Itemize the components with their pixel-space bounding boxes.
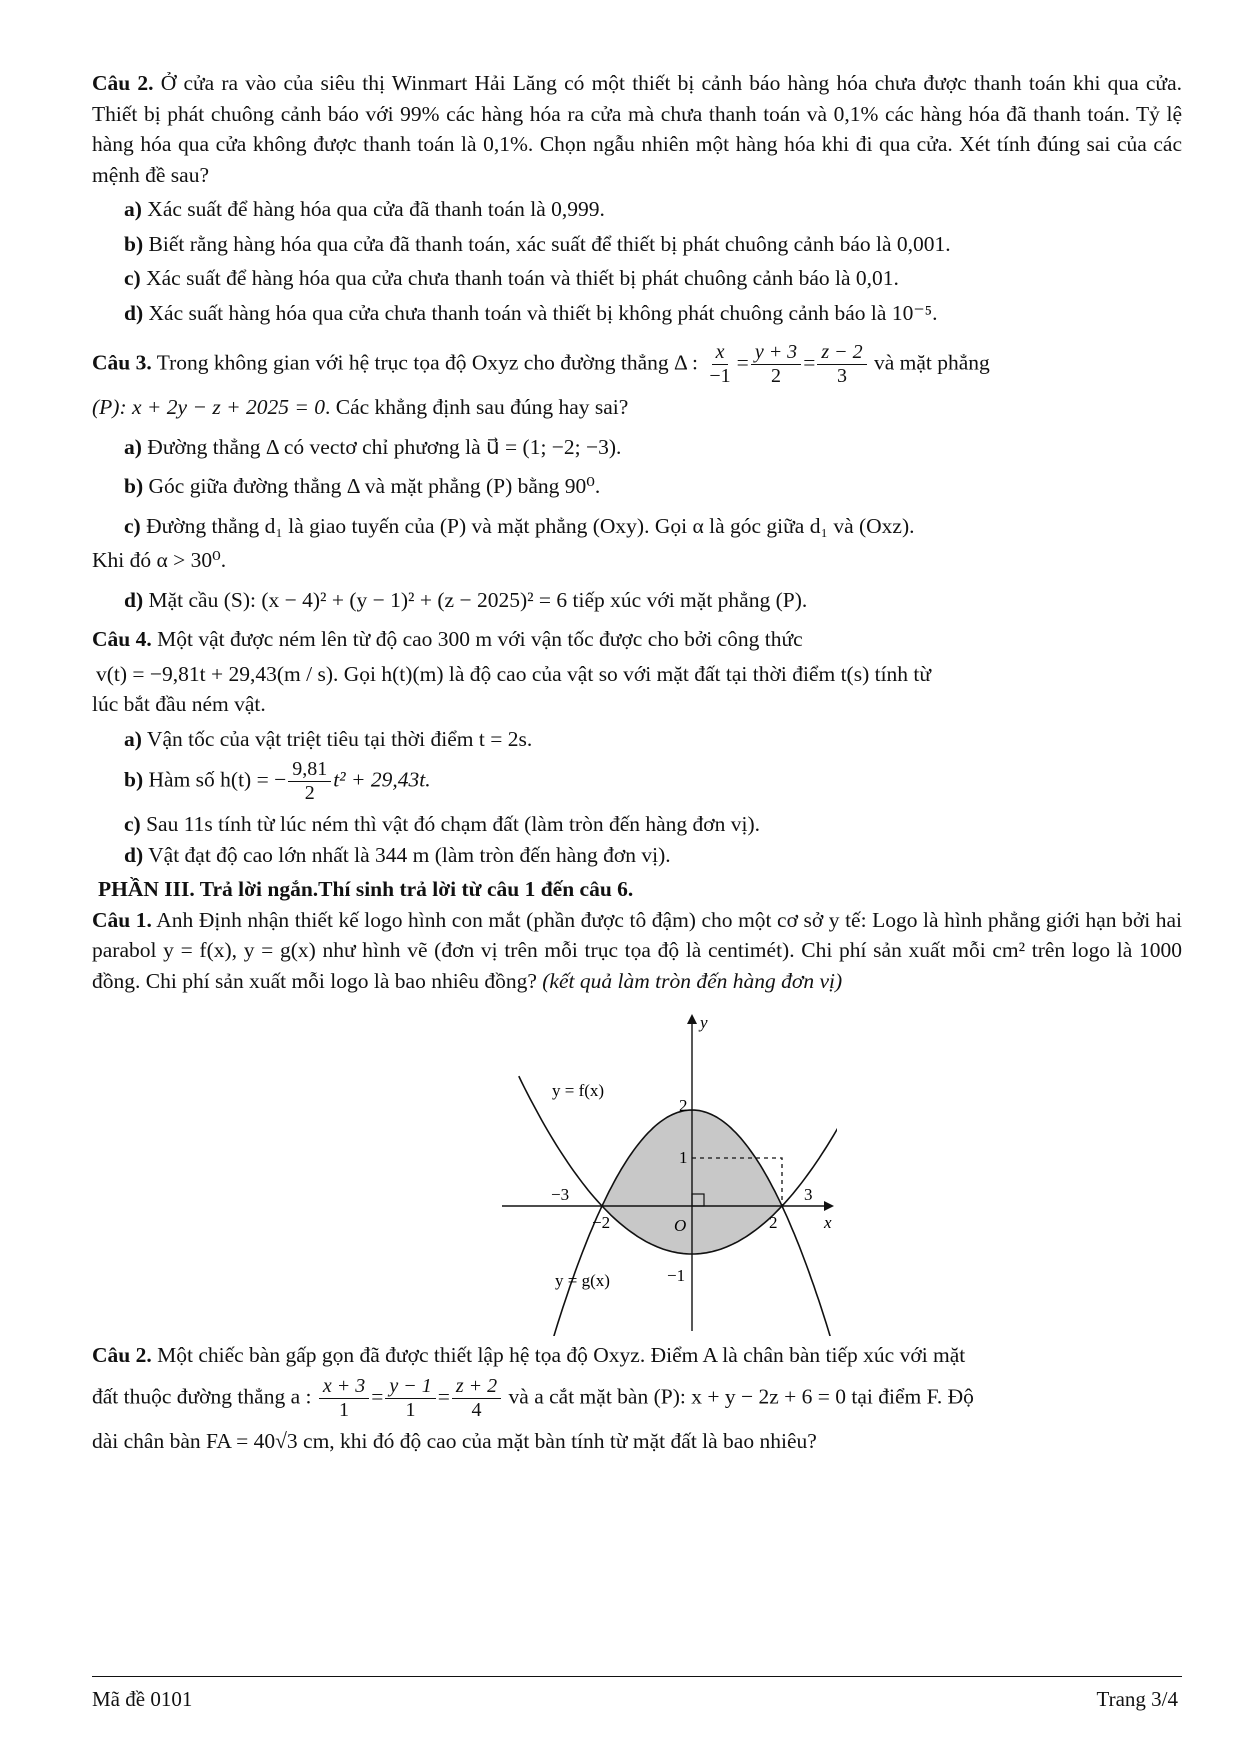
question-4-line3 — [92, 689, 1182, 720]
q2-option-b — [92, 229, 1182, 260]
option-text: Xác suất để hàng hóa qua cửa chưa thanh toán và thiết bị phát chuông cảnh báo là 0,01. — [146, 266, 899, 291]
denominator: −1 — [709, 365, 731, 388]
option-text: Biết rằng hàng hóa qua cửa đã thanh toán, xác suất để thiết bị phát chuông cảnh báo là 0,001. — [148, 231, 951, 256]
question-label: Câu 3. — [92, 350, 152, 375]
option-text: Vận tốc của vật triệt tiêu tại thời điểm t = 2s. — [146, 726, 533, 751]
fraction — [705, 341, 734, 388]
page-footer — [92, 1676, 1182, 1712]
label-g: y = g(x) — [555, 1271, 610, 1291]
tick-x-3: 3 — [804, 1185, 813, 1205]
question-text: và mặt phẳng — [873, 350, 990, 375]
option-label: c) — [124, 513, 141, 538]
option-label: d) — [124, 842, 144, 867]
q4-option-c — [92, 809, 1182, 840]
question-3-stem: Câu 3. Trong không gian với hệ trục tọa độ Oxyz cho đường thẳng Δ : $\frac{x}{-1}$ = $\frac{y + 3}{2}$ = $\frac{z - 2}{3}$ và mặt phẳng — [92, 341, 990, 388]
tick-y-2: 2 — [679, 1096, 688, 1116]
plane-equation: (P): x + 2y − z + 2025 = 0 — [92, 395, 325, 420]
denominator: 2 — [304, 782, 315, 805]
option-text: Hàm số h(t) = − — [148, 767, 287, 792]
eye-logo-figure — [92, 1006, 1182, 1336]
q4-option-b — [92, 758, 1182, 805]
part3-question-1 — [92, 905, 1182, 997]
option-label: a) — [124, 197, 142, 222]
numerator: z + 2 — [452, 1375, 501, 1399]
option-label: d) — [124, 300, 144, 325]
question-note: (kết quả làm tròn đến hàng đơn vị) — [542, 968, 843, 993]
option-label: b) — [124, 231, 144, 256]
q4-option-a — [92, 724, 1182, 755]
parabola-graph — [497, 1006, 837, 1336]
q3-option-c-cont — [92, 545, 1182, 576]
part3-question-2 — [92, 1340, 1182, 1371]
q2-option-c — [92, 263, 1182, 294]
fraction — [319, 1375, 369, 1422]
question-label: Câu 4. — [92, 627, 152, 652]
question-text: và a cắt mặt bàn (P): x + y − 2z + 6 = 0 tại điểm F. Độ — [508, 1384, 974, 1409]
question-label: Câu 2. — [92, 1343, 152, 1368]
option-text: Xác suất để hàng hóa qua cửa đã thanh toán là 0,999. — [147, 197, 605, 222]
q2-option-d — [92, 298, 1182, 329]
q4-option-d — [92, 840, 1182, 871]
numerator: y − 1 — [385, 1375, 435, 1399]
option-text: t² + 29,43t. — [333, 767, 431, 792]
option-text: Đường thẳng Δ có vectơ chỉ phương là u⃗ = (1; −2; −3). — [147, 434, 622, 459]
denominator: 3 — [836, 365, 847, 388]
option-label: a) — [124, 434, 142, 459]
question-text: Một vật được ném lên từ độ cao 300 m với vận tốc được cho bởi công thức — [157, 627, 803, 652]
option-text: Sau 11s tính từ lúc ném thì vật đó chạm đất (làm tròn đến hàng đơn vị). — [146, 812, 761, 837]
option-label: d) — [124, 587, 144, 612]
denominator: 2 — [771, 365, 781, 388]
q3-option-b — [92, 471, 1182, 502]
question-text: đất thuộc đường thẳng a : — [92, 1384, 312, 1409]
tick-x-neg2: −2 — [592, 1213, 611, 1233]
question-text: Ở cửa ra vào của siêu thị Winmart Hải Lăng có một thiết bị cảnh báo hàng hóa chưa được thanh toán khi qua cửa. Thiết bị phát chuông cảnh báo với 99% các hàng hóa ra cửa mà chưa thanh toán và 0,1% các hàng hóa đã thanh toán. Tỷ lệ hàng hóa qua cửa không được thanh toán là 0,1%. Chọn ngẫu nhiên một hàng hóa khi đi qua cửa. Xét tính đúng sai của các mệnh đề sau? — [92, 71, 1183, 187]
question-2-stem — [92, 68, 1182, 190]
numerator: y + 3 — [751, 341, 801, 365]
question-text: lúc bắt đầu ném vật. — [92, 692, 266, 717]
option-text: Mặt cầu (S): (x − 4)² + (y − 1)² + (z − 2025)² = 6 tiếp xúc với mặt phẳng (P). — [148, 587, 808, 612]
denominator: 1 — [405, 1398, 416, 1421]
fraction — [452, 1375, 501, 1422]
option-label: c) — [124, 812, 141, 837]
question-4-line2 — [92, 659, 1182, 690]
tick-origin: O — [674, 1216, 687, 1236]
y-axis-arrow — [687, 1014, 697, 1024]
page-number: Trang 3/4 — [1096, 1687, 1178, 1711]
denominator: 4 — [471, 1398, 482, 1421]
fraction — [751, 341, 801, 388]
x-axis-arrow — [824, 1201, 834, 1211]
question-text: Một chiếc bàn gấp gọn đã được thiết lập hệ tọa độ Oxyz. Điểm A là chân bàn tiếp xúc với mặt — [157, 1343, 966, 1368]
fraction — [385, 1375, 435, 1422]
denominator: 1 — [339, 1398, 350, 1421]
option-text: Xác suất hàng hóa qua cửa chưa thanh toán và thiết bị không phát chuông cảnh báo là 10⁻⁵. — [148, 300, 938, 325]
numerator: z − 2 — [817, 341, 866, 365]
tick-y-neg1: −1 — [667, 1266, 686, 1286]
question-text: dài chân bàn FA = 40√3 cm, khi đó độ cao của mặt bàn tính từ mặt đất là bao nhiêu? — [92, 1428, 817, 1453]
option-text: Khi đó α > 30⁰. — [92, 548, 227, 573]
question-label: Câu 1. — [92, 907, 152, 932]
label-y-axis: y — [700, 1013, 708, 1033]
question-label: Câu 2. — [92, 71, 154, 95]
q3-option-a — [92, 432, 1182, 463]
question-3-line2 — [92, 392, 1182, 423]
q2-option-a — [92, 194, 1182, 225]
label-x-axis: x — [824, 1213, 832, 1233]
tick-y-1: 1 — [679, 1148, 688, 1168]
numerator: x — [712, 341, 729, 365]
question-text: Anh Định nhận thiết kế logo hình con mắt (phần được tô đậm) cho một cơ sở y tế: Logo là hình phẳng giới hạn bởi hai parabol y = f(x), y = g(x) như hình vẽ (đơn vị trên mỗi trục tọa độ là centimét). Chi phí sản xuất mỗi cm² trên logo là 1000 đồng. Chi phí sản xuất mỗi logo là bao nhiêu đồng? — [92, 907, 1182, 993]
exam-code: Mã đề 0101 — [92, 1687, 193, 1711]
part3-question-2-line2: đất thuộc đường thẳng a : $\frac{x + 3}{1}$ = $\frac{y - 1}{1}$ = $\frac{z + 2}{4}$ và a cắt mặt bàn (P): x + y − 2z + 6 = 0 tại điểm F. Độ — [92, 1374, 974, 1421]
part-3-title — [92, 874, 1182, 905]
option-label: b) — [124, 474, 144, 499]
question-4-stem — [92, 624, 1182, 655]
option-label: c) — [124, 266, 141, 291]
page-content — [92, 68, 1182, 1456]
label-f: y = f(x) — [552, 1081, 605, 1101]
option-label: b) — [124, 767, 144, 792]
part3-question-2-line3 — [92, 1426, 1182, 1457]
question-text: v(t) = −9,81t + 29,43(m / s). Gọi h(t)(m) là độ cao của vật so với mặt đất tại thời điểm t(s) tính từ — [96, 661, 932, 686]
question-text: . Các khẳng định sau đúng hay sai? — [324, 395, 629, 420]
q3-option-c — [92, 511, 1182, 542]
numerator: x + 3 — [319, 1375, 369, 1399]
tick-x-neg3: −3 — [551, 1185, 570, 1205]
tick-x-2: 2 — [769, 1213, 778, 1233]
option-text: Vật đạt độ cao lớn nhất là 344 m (làm tròn đến hàng đơn vị). — [148, 842, 671, 867]
section-heading: PHẦN III. Trả lời ngắn.Thí sinh trả lời từ câu 1 đến câu 6. — [98, 877, 634, 902]
option-text: Góc giữa đường thẳng Δ và mặt phẳng (P) bằng 90⁰. — [148, 474, 601, 499]
option-text: Đường thẳng d₁ là giao tuyến của (P) và mặt phẳng (Oxy). Gọi α là góc giữa d₁ và (Oxz). — [146, 513, 915, 538]
q3-option-d — [92, 585, 1182, 616]
option-label: a) — [124, 726, 142, 751]
fraction — [288, 758, 331, 805]
numerator: 9,81 — [288, 758, 331, 782]
fraction — [817, 341, 866, 388]
question-text: Trong không gian với hệ trục tọa độ Oxyz cho đường thẳng Δ : — [156, 350, 699, 375]
